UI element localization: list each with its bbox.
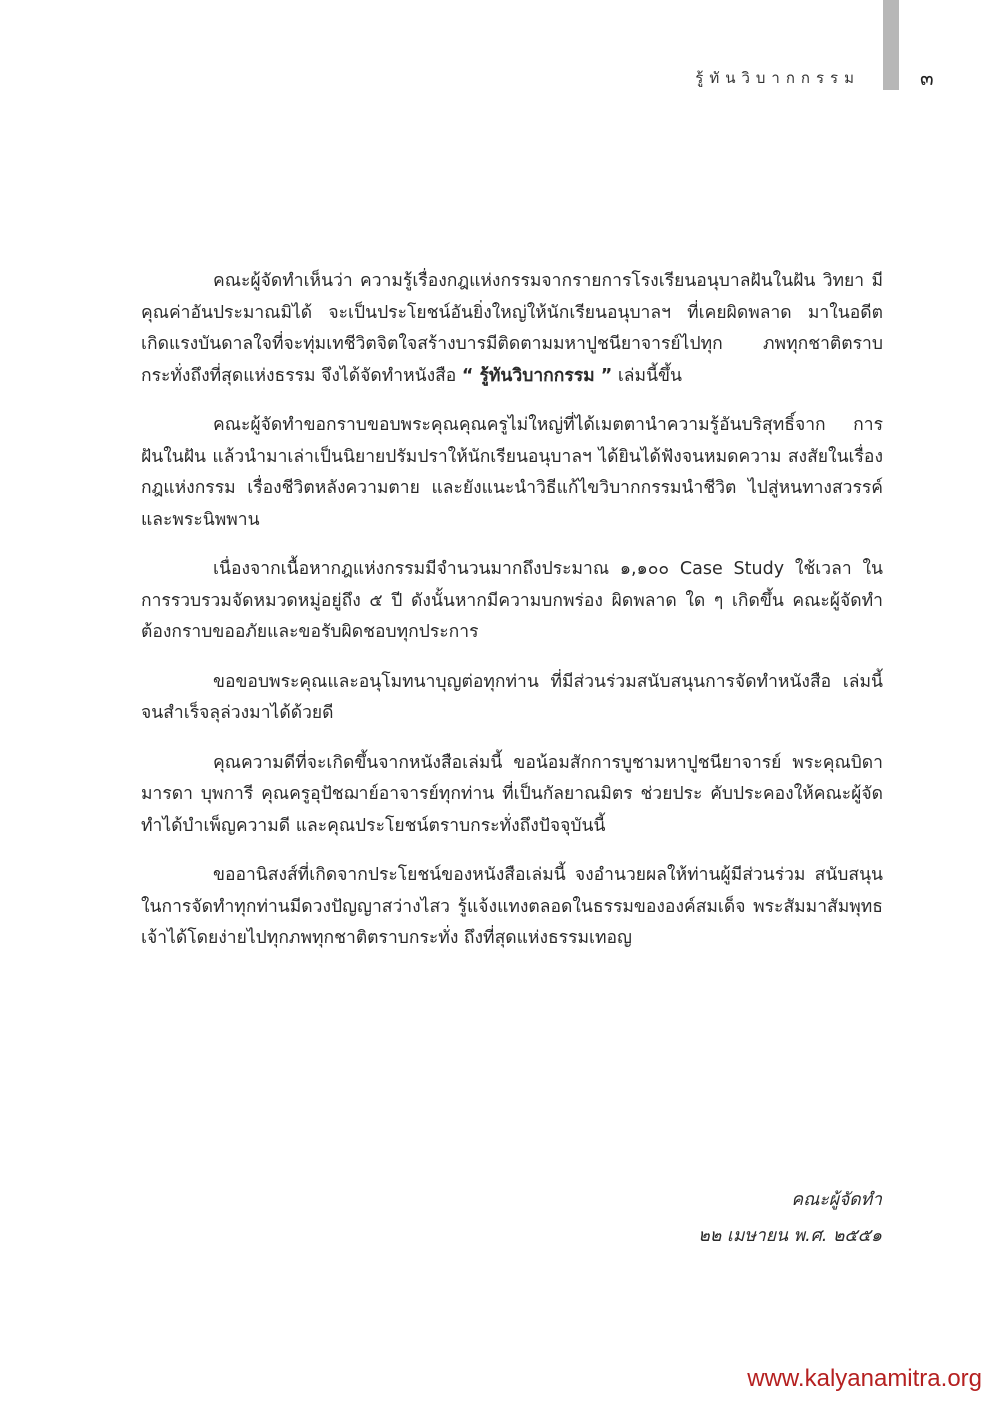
signature-date: ๒๒ เมษายน พ.ศ. ๒๕๕๑ xyxy=(698,1226,882,1246)
paragraph-1-text: คณะผู้จัดทำเห็นว่า ความรู้เรื่องกฎแห่งกรรมจากรายการโรงเรียนอนุบาลฝันในฝัน วิทยา มีคุณค่าอันประมาณมิได้ จะเป็นประโยชน์อันยิ่งใหญ่ให้นักเรียนอนุบาลฯ ที่เคยผิดพลาด มาในอดีต เกิดแรงบันดาลใจที่จะทุ่มเทชีวิตจิตใจสร้างบารมีติดตามมหาปูชนียาจารย์ไปทุก ภพทุกชาติตราบกระทั่งถึงที่สุดแห่งธรรม จึงได้จัดทำหนังสือ xyxy=(141,271,883,386)
footer-website-url: www.kalyanamitra.org xyxy=(747,1365,982,1392)
running-title: รู้ทันวิบากกรรม xyxy=(695,69,860,87)
page-number: ๓ xyxy=(920,66,934,90)
paragraph-1-ending: เล่มนี้ขึ้น xyxy=(612,365,682,386)
body-text xyxy=(141,266,883,973)
paragraph-3: เนื่องจากเนื้อหากฎแห่งกรรมมีจำนวนมากถึงประมาณ ๑,๑๐๐ Case Study ใช้เวลา ในการรวบรวมจัดหมวดหมู่อยู่ถึง ๕ ปี ดังนั้นหากมีความบกพร่อง ผิดพลาด ใด ๆ เกิดขึ้น คณะผู้จัดทำต้องกราบขออภัยและขอรับผิดชอบทุกประการ xyxy=(141,559,883,642)
signature-block xyxy=(698,1182,882,1254)
book-title-emphasis: “ รู้ทันวิบากกรรม ” xyxy=(461,365,613,386)
paragraph-5: คุณความดีที่จะเกิดขึ้นจากหนังสือเล่มนี้ ขอน้อมสักการบูชามหาปูชนียาจารย์ พระคุณบิดา มารดา บุพการี คุณครูอุปัชฌาย์อาจารย์ทุกท่าน ที่เป็นกัลยาณมิตร ช่วยประ คับประคองให้คณะผู้จัดทำได้บำเพ็ญความดี และคุณประโยชน์ตราบกระทั่งถึงปัจจุบันนี้ xyxy=(141,752,883,836)
paragraph-4: ขอขอบพระคุณและอนุโมทนาบุญต่อทุกท่าน ที่มีส่วนร่วมสนับสนุนการจัดทำหนังสือ เล่มนี้จนสำเร็จลุล่วงมาได้ด้วยดี xyxy=(141,671,883,723)
header-tab-bar xyxy=(883,0,899,90)
paragraph-2: คณะผู้จัดทำขอกราบขอบพระคุณคุณครูไม่ใหญ่ที่ได้เมตตานำความรู้อันบริสุทธิ์จาก การฝันในฝัน แล้วนำมาเล่าเป็นนิยายปรัมปราให้นักเรียนอนุบาลฯ ได้ยินได้ฟังจนหมดความ สงสัยในเรื่องกฎแห่งกรรม เรื่องชีวิตหลังความตาย และยังแนะนำวิธีแก้ไขวิบากกรรมนำชีวิต ไปสู่หนทางสวรรค์และพระนิพพาน xyxy=(141,415,883,530)
paragraph-6: ขออานิสงส์ที่เกิดจากประโยชน์ของหนังสือเล่มนี้ จงอำนวยผลให้ท่านผู้มีส่วนร่วม สนับสนุนในการจัดทำทุกท่านมีดวงปัญญาสว่างไสว รู้แจ้งแทงตลอดในธรรมขององค์สมเด็จ พระสัมมาสัมพุทธเจ้าได้โดยง่ายไปทุกภพทุกชาติตราบกระทั่ง ถึงที่สุดแห่งธรรมเทอญ xyxy=(141,865,883,948)
signature-author: คณะผู้จัดทำ xyxy=(791,1190,882,1210)
paragraph-1 xyxy=(141,266,883,392)
